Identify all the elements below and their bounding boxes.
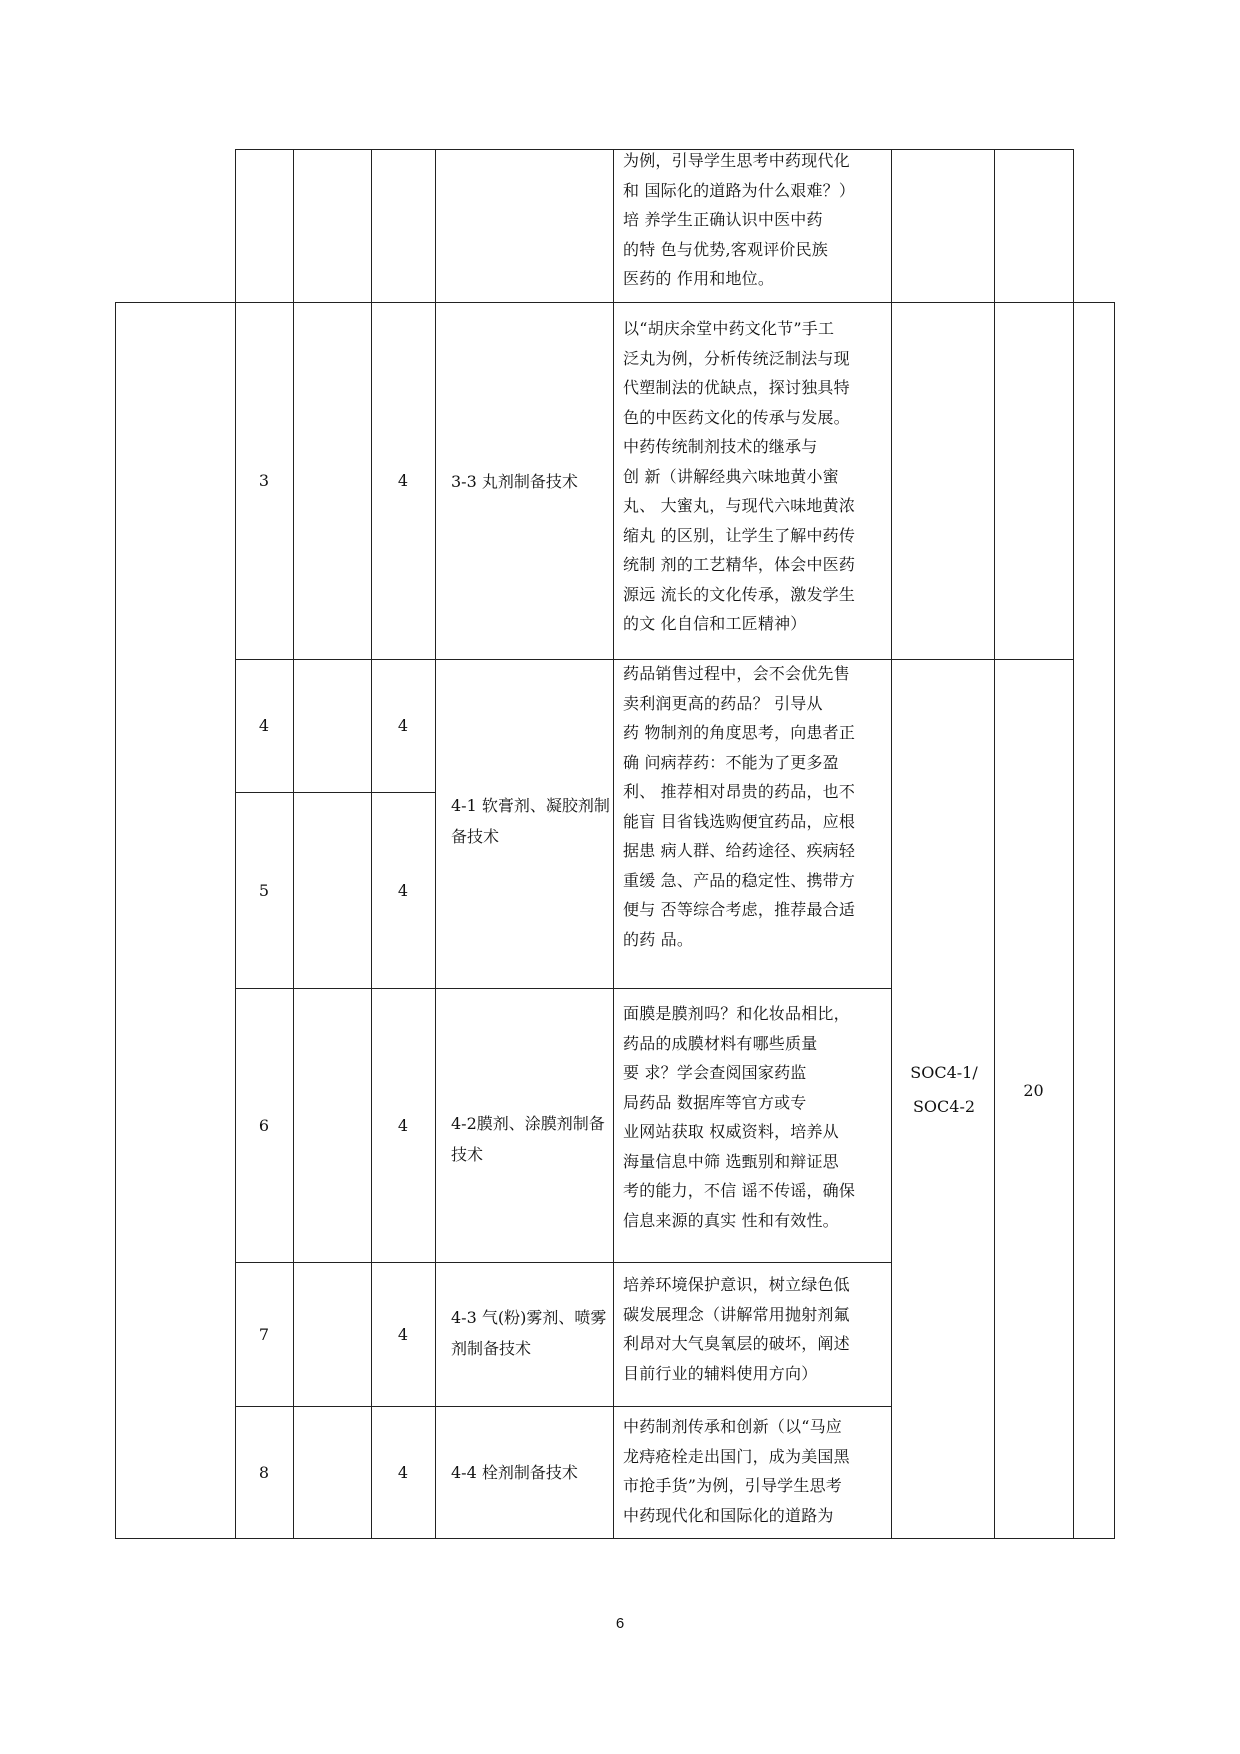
- week-number: 6: [258, 1115, 270, 1135]
- table-line: [235, 1262, 891, 1263]
- ideological-content: 面膜是膜剂吗？和化妆品相比， 药品的成膜材料有哪些质量 要 求？学会查阅国家药监 局药品 数据库等官方或专 业网站获取 权威资料，培养从 海量信息中筛 选甄别和辩证思 考的能力，不信 谣不传谣，确保 信息来源的真实 性和有效性。: [623, 1004, 856, 1230]
- week-number: 7: [258, 1324, 270, 1344]
- hours: 4: [397, 880, 409, 900]
- topic-title: 4-4 栓剂制备技术: [451, 1463, 578, 1482]
- table-line: [235, 1406, 891, 1407]
- table-line: [1114, 302, 1115, 1539]
- ideological-content: 培养环境保护意识，树立绿色低 碳发展理念（讲解常用抛射剂氟 利昂对大气臭氧层的破坏，阐述 目前行业的辅料使用方向）: [623, 1275, 850, 1383]
- hours: 4: [397, 1115, 409, 1135]
- topic-title: 4-1 软膏剂、凝胶剂制备技术: [451, 796, 610, 846]
- table-line: [613, 149, 614, 1539]
- ideological-content: 药品销售过程中，会不会优先售 卖利润更高的药品？ 引导从 药 物制剂的角度思考，向患者正 确 问病荐药：不能为了更多盈 利、 推荐相对昂贵的药品，也不 能盲 目省钱选购便宜药品，应根 据患 病人群、给药途径、疾病轻 重缓 急、产品的稳定性、携带方 便与 否等综合考虑，推荐最合适 的药 品。: [623, 664, 856, 949]
- week-number: 4: [258, 716, 270, 735]
- week-number: 5: [258, 880, 270, 900]
- course-objective: SOC4-1/ SOC4-2: [910, 1063, 978, 1116]
- topic-title: 4-2膜剂、涂膜剂制备技术: [451, 1114, 605, 1164]
- ideological-content: 中药制剂传承和创新（以“马应 龙痔疮栓走出国门，成为美国黑 市抢手货”为例，引导学生思考 中药现代化和国际化的道路为: [623, 1417, 850, 1525]
- topic-title: 3-3 丸剂制备技术: [451, 472, 578, 491]
- hours: 4: [397, 716, 409, 735]
- score: 20: [1023, 1080, 1044, 1100]
- topic-title: 4-3 气(粉)雾剂、喷雾剂制备技术: [451, 1308, 607, 1358]
- week-number: 3: [258, 471, 270, 490]
- page-number: 6: [615, 1615, 625, 1632]
- table-line: [235, 988, 891, 989]
- table-line: [115, 302, 116, 1539]
- hours: 4: [397, 471, 409, 490]
- hours: 4: [397, 1324, 409, 1344]
- ideological-content: 为例，引导学生思考中药现代化 和 国际化的道路为什么艰难？） 培 养学生正确认识中医中药 的特 色与优势,客观评价民族 医药的 作用和地位。: [623, 151, 856, 288]
- table-line: [435, 149, 436, 1539]
- table-line: [994, 149, 995, 1539]
- table-line: [115, 1538, 1115, 1539]
- table-line: [891, 149, 892, 1539]
- ideological-content: 以“胡庆余堂中药文化节”手工 泛丸为例，分析传统泛制法与现 代塑制法的优缺点，探讨独具特 色的中医药文化的传承与发展。 中药传统制剂技术的继承与 创 新（讲解经典六味地黄小蜜 丸、 大蜜丸，与现代六味地黄浓 缩丸 的区别，让学生了解中药传 统制 剂的工艺精华，体会中医药 源远 流长的文化传承，激发学生 的文 化自信和工匠精神）: [623, 319, 856, 633]
- table-line: [293, 149, 294, 1539]
- hours: 4: [397, 1462, 409, 1482]
- table-line: [1073, 149, 1074, 1539]
- week-number: 8: [258, 1462, 270, 1482]
